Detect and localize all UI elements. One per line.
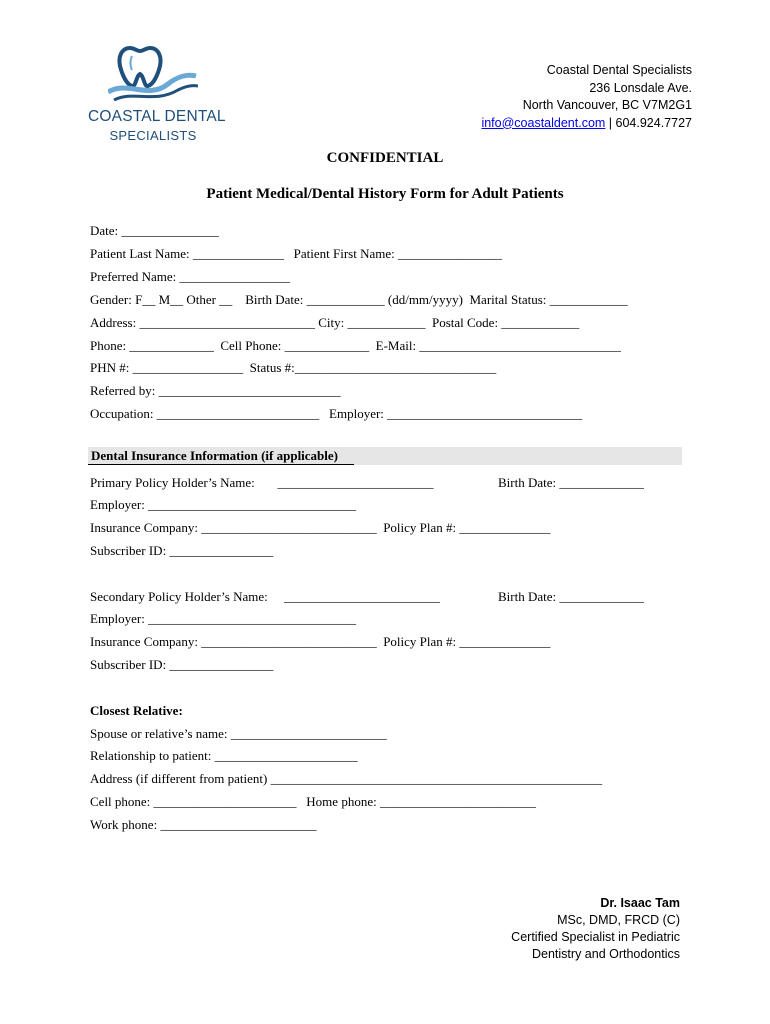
doctor-certification-line1: Certified Specialist in Pediatric [511,930,680,944]
confidential-heading: CONFIDENTIAL [326,150,444,166]
primary-birth-date-field[interactable]: Birth Date: _____________ [498,475,644,490]
clinic-phone: | 604.924.7727 [605,115,692,130]
doctor-credentials: MSc, DMD, FRCD (C) [557,913,680,927]
secondary-birth-date-field[interactable]: Birth Date: _____________ [498,589,644,604]
relative-address-field[interactable]: Address (if different from patient) ___________________________________________________ [90,771,603,786]
secondary-subscriber-id-field[interactable]: Subscriber ID: ________________ [90,657,274,672]
referred-by-field[interactable]: Referred by: ____________________________ [90,383,341,398]
address-fields[interactable]: Address: ___________________________ City: ____________ Postal Code: ____________ [90,315,580,330]
secondary-employer-field[interactable]: Employer: ________________________________ [90,611,357,626]
tooth-wave-icon [108,40,198,104]
preferred-name-field[interactable]: Preferred Name: _________________ [90,269,291,284]
phone-email-fields[interactable]: Phone: _____________ Cell Phone: _____________ E-Mail: _______________________________ [90,338,621,353]
closest-relative-heading: Closest Relative: [90,703,183,718]
clinic-city: North Vancouver, BC V7M2G1 [522,98,692,112]
doctor-certification-line2: Dentistry and Orthodontics [532,947,680,961]
relative-phone-fields[interactable]: Cell phone: ______________________ Home phone: ________________________ [90,794,536,809]
occupation-employer-fields[interactable]: Occupation: _________________________ Employer: ______________________________ [90,406,583,421]
clinic-contact [481,115,692,133]
insurance-section-title: Dental Insurance Information (if applicable) [91,448,338,463]
relative-name-field[interactable]: Spouse or relative’s name: ________________________ [90,726,387,741]
doctor-signature-block [511,895,680,963]
insurance-section-header [88,447,682,465]
doctor-name: Dr. Isaac Tam [600,896,680,910]
relative-work-phone-field[interactable]: Work phone: ________________________ [90,817,317,832]
logo-name-line2: SPECIALISTS [109,128,197,143]
secondary-insurance-company-field[interactable]: Insurance Company: ___________________________ Policy Plan #: ______________ [90,634,551,649]
clinic-address-block [481,62,692,132]
primary-holder-field[interactable]: Primary Policy Holder’s Name: ________________________ [90,475,434,490]
primary-subscriber-id-field[interactable]: Subscriber ID: ________________ [90,543,274,558]
phn-status-fields[interactable]: PHN #: _________________ Status #:_______________________________ [90,360,497,375]
date-field[interactable]: Date: _______________ [90,223,219,238]
logo-name-line1: COASTAL DENTAL [88,108,226,125]
section-underline [88,464,354,465]
patient-name-fields[interactable]: Patient Last Name: ______________ Patient First Name: ________________ [90,246,502,261]
primary-insurance-company-field[interactable]: Insurance Company: ___________________________ Policy Plan #: ______________ [90,520,551,535]
gender-birth-marital-fields[interactable]: Gender: F__ M__ Other __ Birth Date: ____________ (dd/mm/yyyy) Marital Status: ____________ [90,292,628,307]
primary-employer-field[interactable]: Employer: ________________________________ [90,497,357,512]
relationship-field[interactable]: Relationship to patient: ______________________ [90,748,358,763]
form-title: Patient Medical/Dental History Form for Adult Patients [206,186,564,202]
clinic-logo [88,40,226,150]
secondary-holder-field[interactable]: Secondary Policy Holder’s Name: ________________________ [90,589,440,604]
clinic-street: 236 Lonsdale Ave. [589,80,692,95]
clinic-email-link[interactable]: info@coastaldent.com [481,115,606,130]
clinic-name: Coastal Dental Specialists [546,63,692,77]
